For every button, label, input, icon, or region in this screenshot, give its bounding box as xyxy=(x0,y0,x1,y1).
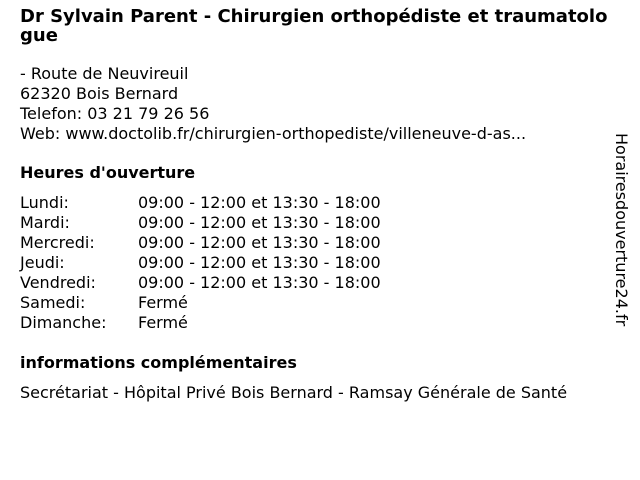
address-city: 62320 Bois Bernard xyxy=(20,84,179,103)
address-street: - Route de Neuvireuil xyxy=(20,64,189,83)
hours-row xyxy=(20,253,620,273)
hours-day: Mercredi: xyxy=(20,233,95,252)
hours-time: Fermé xyxy=(138,293,188,312)
hours-time: 09:00 - 12:00 et 13:30 - 18:00 xyxy=(138,213,381,232)
additional-info-text: Secrétariat - Hôpital Privé Bois Bernard - Ramsay Générale de Santé xyxy=(20,383,568,402)
phone-number: Telefon: 03 21 79 26 56 xyxy=(20,104,210,123)
hours-day: Dimanche: xyxy=(20,313,107,332)
hours-time: Fermé xyxy=(138,313,188,332)
additional-info-heading: informations complémentaires xyxy=(20,353,297,372)
opening-hours-table xyxy=(20,193,620,333)
hours-row xyxy=(20,213,620,233)
hours-row xyxy=(20,193,620,213)
hours-day: Vendredi: xyxy=(20,273,96,292)
hours-time: 09:00 - 12:00 et 13:30 - 18:00 xyxy=(138,273,381,292)
page-title: Dr Sylvain Parent - Chirurgien orthopédiste et traumatologue xyxy=(20,6,608,46)
hours-time: 09:00 - 12:00 et 13:30 - 18:00 xyxy=(138,233,381,252)
website-link[interactable]: Web: www.doctolib.fr/chirurgien-orthopediste/villeneuve-d-as... xyxy=(20,124,527,143)
hours-row xyxy=(20,273,620,293)
hours-row xyxy=(20,293,620,313)
address-block xyxy=(20,64,620,144)
hours-day: Samedi: xyxy=(20,293,86,312)
hours-row xyxy=(20,233,620,253)
hours-time: 09:00 - 12:00 et 13:30 - 18:00 xyxy=(138,193,381,212)
site-brand-watermark xyxy=(610,133,632,348)
hours-day: Lundi: xyxy=(20,193,69,212)
site-brand-text: Horairesdouverture24.fr xyxy=(612,133,631,327)
opening-hours-heading: Heures d'ouverture xyxy=(20,163,196,182)
hours-row xyxy=(20,313,620,333)
hours-day: Mardi: xyxy=(20,213,70,232)
hours-time: 09:00 - 12:00 et 13:30 - 18:00 xyxy=(138,253,381,272)
hours-day: Jeudi: xyxy=(20,253,65,272)
